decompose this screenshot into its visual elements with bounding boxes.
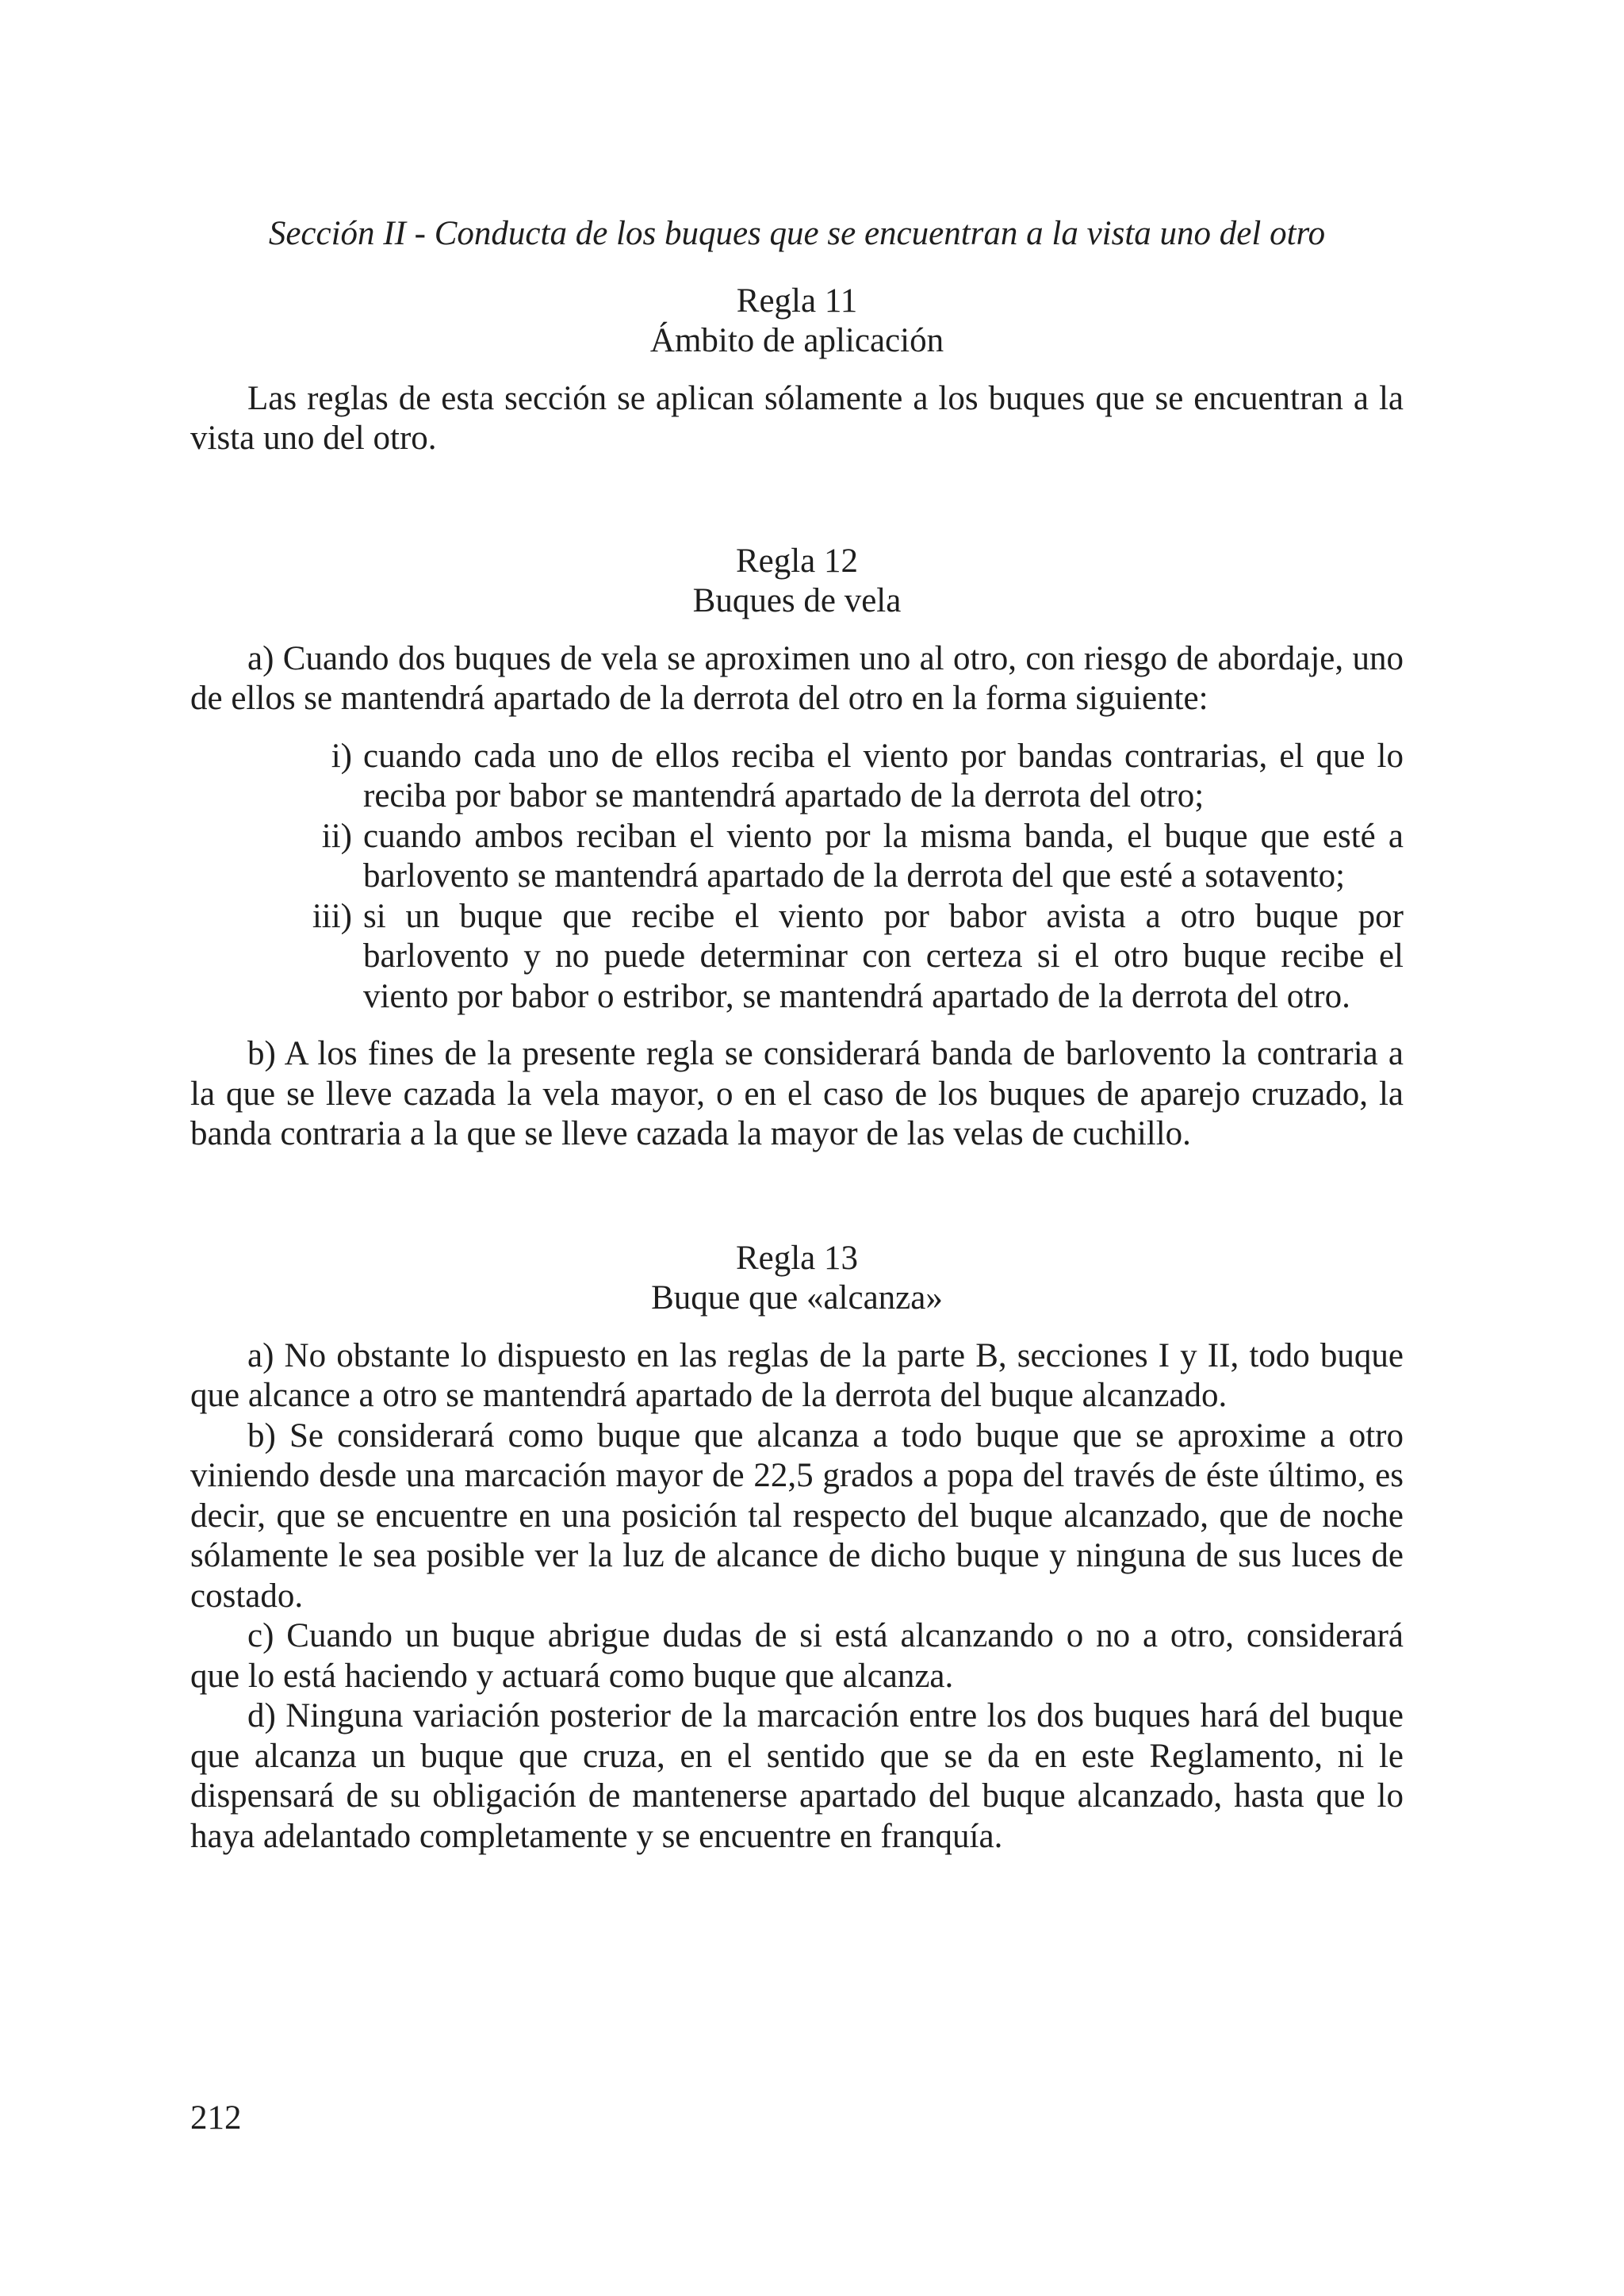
list-item — [331, 737, 1404, 817]
rule-11-number: Regla 11 — [736, 282, 858, 320]
section-title: Sección II - Conducta de los buques que se encuentran a la vista uno del otro — [268, 215, 1326, 252]
rule-13-number: Regla 13 — [735, 1239, 859, 1277]
list-item-text: cuando cada uno de ellos reciba el viento por bandas contrarias, el que lo reciba por babor se mantendrá apartado de la derrota del otro; — [363, 737, 1404, 815]
list-item-marker: ii) — [321, 817, 352, 855]
rule-13-paragraph-d: d) Ninguna variación posterior de la marcación entre los dos buques hará del buque que alcanza un buque que cruza, en el sentido que se da en este Reglamento, ni le dispensará de su obligación de mantenerse apartado del buque alcanzado, hasta que lo haya adelantado completamente y se encuentre en franquía. — [190, 1697, 1404, 1855]
rule-13-paragraph-b: b) Se considerará como buque que alcanza a todo buque que se aproxime a otro viniendo desde una marcación mayor de 22,5 grados a popa del través de éste último, es decir, que se encuentre en una posición tal respecto del buque alcanzado, que de noche sólamente le sea posible ver la luz de alcance de dicho buque y ninguna de sus luces de costado. — [190, 1416, 1404, 1615]
rule-11-title: Ámbito de aplicación — [649, 322, 944, 359]
rule-13-paragraph-c: c) Cuando un buque abrigue dudas de si está alcanzando o no a otro, considerará que lo está haciendo y actuará como buque que alcanza. — [190, 1617, 1404, 1695]
rule-12-heading — [190, 542, 1404, 622]
rule-11-heading — [190, 282, 1404, 362]
list-item-marker: iii) — [312, 897, 352, 935]
rule-12-sublist — [190, 737, 1404, 1018]
list-item-marker: i) — [331, 737, 352, 775]
rule-12-paragraph-a: a) Cuando dos buques de vela se aproximen uno al otro, con riesgo de abordaje, uno de ellos se mantendrá apartado de la derrota del otro en la forma siguiente: — [190, 639, 1404, 717]
list-item-text: si un buque que recibe el viento por babor avista a otro buque por barlovento y no puede determinar con certeza si el otro buque recibe el viento por babor o estribor, se mantendrá apartado de la derrota del otro. — [363, 897, 1404, 1015]
rule-13-heading — [190, 1239, 1404, 1319]
rule-12-paragraph-b: b) A los fines de la presente regla se considerará banda de barlovento la contraria a la que se lleve cazada la vela mayor, o en el caso de los buques de aparejo cruzado, la banda contraria a la que se lleve cazada la mayor de las velas de cuchillo. — [190, 1035, 1404, 1152]
list-item — [312, 897, 1404, 1018]
list-item — [321, 817, 1404, 897]
rule-12-title: Buques de vela — [692, 582, 902, 619]
rule-11-paragraph: Las reglas de esta sección se aplican sólamente a los buques que se encuentran a la vista uno del otro. — [190, 379, 1404, 457]
page-body — [190, 214, 1404, 1857]
rule-13-title: Buque que «alcanza» — [651, 1279, 943, 1317]
rule-13-paragraph-a: a) No obstante lo dispuesto en las reglas de la parte B, secciones I y II, todo buque que alcance a otro se mantendrá apartado de la derrota del buque alcanzado. — [190, 1336, 1404, 1414]
list-item-text: cuando ambos reciban el viento por la misma banda, el buque que esté a barlovento se mantendrá apartado de la derrota del que esté a sotavento; — [363, 817, 1404, 895]
page-number: 212 — [190, 2099, 242, 2137]
rule-12-number: Regla 12 — [735, 542, 859, 580]
